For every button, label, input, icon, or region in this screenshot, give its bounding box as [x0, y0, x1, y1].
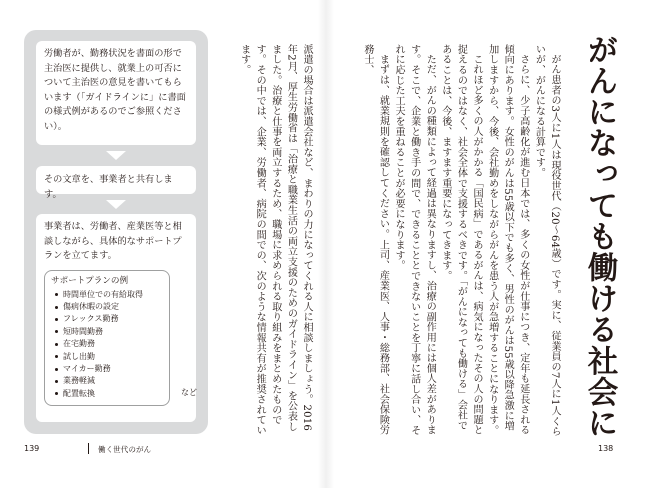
list-item	[51, 289, 163, 301]
support-plan-title: サポートプランの例	[51, 275, 129, 286]
bullet-icon	[55, 330, 58, 333]
list-item-label: 在宅勤務	[63, 339, 95, 349]
list-item-label: 業務軽減	[63, 376, 95, 386]
right-page-body	[356, 44, 562, 439]
running-title: 働く世代のがん	[98, 445, 152, 454]
list-item-label: マイカー勤務	[63, 363, 111, 373]
book-gutter	[318, 0, 334, 488]
bullet-icon	[55, 368, 58, 371]
body-paragraph: これほど多くの人がかかる「国民病」であるがんは、病気になったその人の問題と捉えるのではなく、社会全体で支援するべきです。「がんになっても働ける」会社であることは、今後、ますます重要になってきます。	[439, 44, 483, 436]
list-item	[51, 363, 163, 375]
list-item	[51, 388, 163, 400]
body-paragraph: さらに、少子高齢化が進む日本では、多くの女性が仕事につき、定年も延長される傾向にあります。女性のがんは55歳以下でも多く、男性のがんは55歳以降急激に増加しますから、今後、会社勤めをしながらがんを患う人が急増することになります。	[486, 44, 529, 436]
body-paragraph: ただ、がんの種類によって経過は異なりますし、治療の副作用には個人差があります。そこで、企業と働き手の間で、できることとできないことを丁寧に話し合い、それに応じた工夫を重ねることが必要になります。	[393, 44, 436, 436]
support-plan-list	[51, 289, 163, 401]
bullet-icon	[55, 380, 58, 383]
body-paragraph: 派遣の場合は派遣会社など、まわりの力になってくれる人に相談しましょう。2016年2月、厚生労働省は「治療と職業生活の両立支援のためのガイドライン」を公表しました。治療と仕事を両立するため、職場に求められる取り組みをまとめたものです。その中では、企業、労働者、病院の間での、次のような情報共有が推奨されています。	[238, 44, 312, 436]
list-item-label: 配置転換	[63, 388, 95, 398]
flow-step-3-text: 事業者は、労働者、産業医等と相談しながら、具体的なサポートプランを立てます。	[44, 221, 182, 261]
section-title: がんになっても働ける社会に	[582, 34, 617, 439]
list-item-label: 時間単位での有給取得	[63, 289, 143, 299]
list-item	[51, 351, 163, 363]
down-arrow-icon	[106, 200, 126, 209]
list-item-label: 試し出勤	[63, 351, 95, 361]
footer-divider	[88, 443, 89, 454]
list-item-label: 短時間勤務	[63, 326, 103, 336]
support-plan-etc: など	[181, 388, 197, 397]
bullet-icon	[55, 318, 58, 321]
list-item	[51, 326, 163, 338]
list-item	[51, 301, 163, 313]
bullet-icon	[55, 392, 58, 395]
page-number-right: 138	[598, 444, 614, 453]
flow-step-2: その文章を、事業者と共有します。	[36, 166, 196, 194]
body-paragraph: まずは、就業規則を確認してください。上司、産業医、人事・総務部、社会保険労務士、	[361, 44, 389, 436]
bullet-icon	[55, 293, 58, 296]
flow-step-3	[36, 214, 196, 422]
list-item-label: 傷病休暇の設定	[63, 301, 119, 311]
page-number-left: 139	[24, 444, 40, 453]
list-item-label: フレックス勤務	[63, 314, 119, 324]
flow-step-1: 労働者が、勤務状況を書面の形で主治医に提供し、就業上の可否について主治医の意見を書いてもらいます（「ガイドラインに」に書面の様式例があるのでご参照ください）。	[36, 41, 196, 145]
list-item	[51, 375, 163, 387]
left-page-body	[218, 44, 314, 439]
bullet-icon	[55, 355, 58, 358]
support-plan-box	[44, 270, 197, 406]
list-item	[51, 313, 163, 325]
bullet-icon	[55, 306, 58, 309]
list-item	[51, 338, 163, 350]
body-paragraph: がん患者の3人に1人は現役世代（20〜64歳）です。実に、従業員の7人に1人くらいが、がんになる計算です。	[533, 44, 560, 437]
bullet-icon	[55, 343, 58, 346]
down-arrow-icon	[106, 151, 126, 160]
